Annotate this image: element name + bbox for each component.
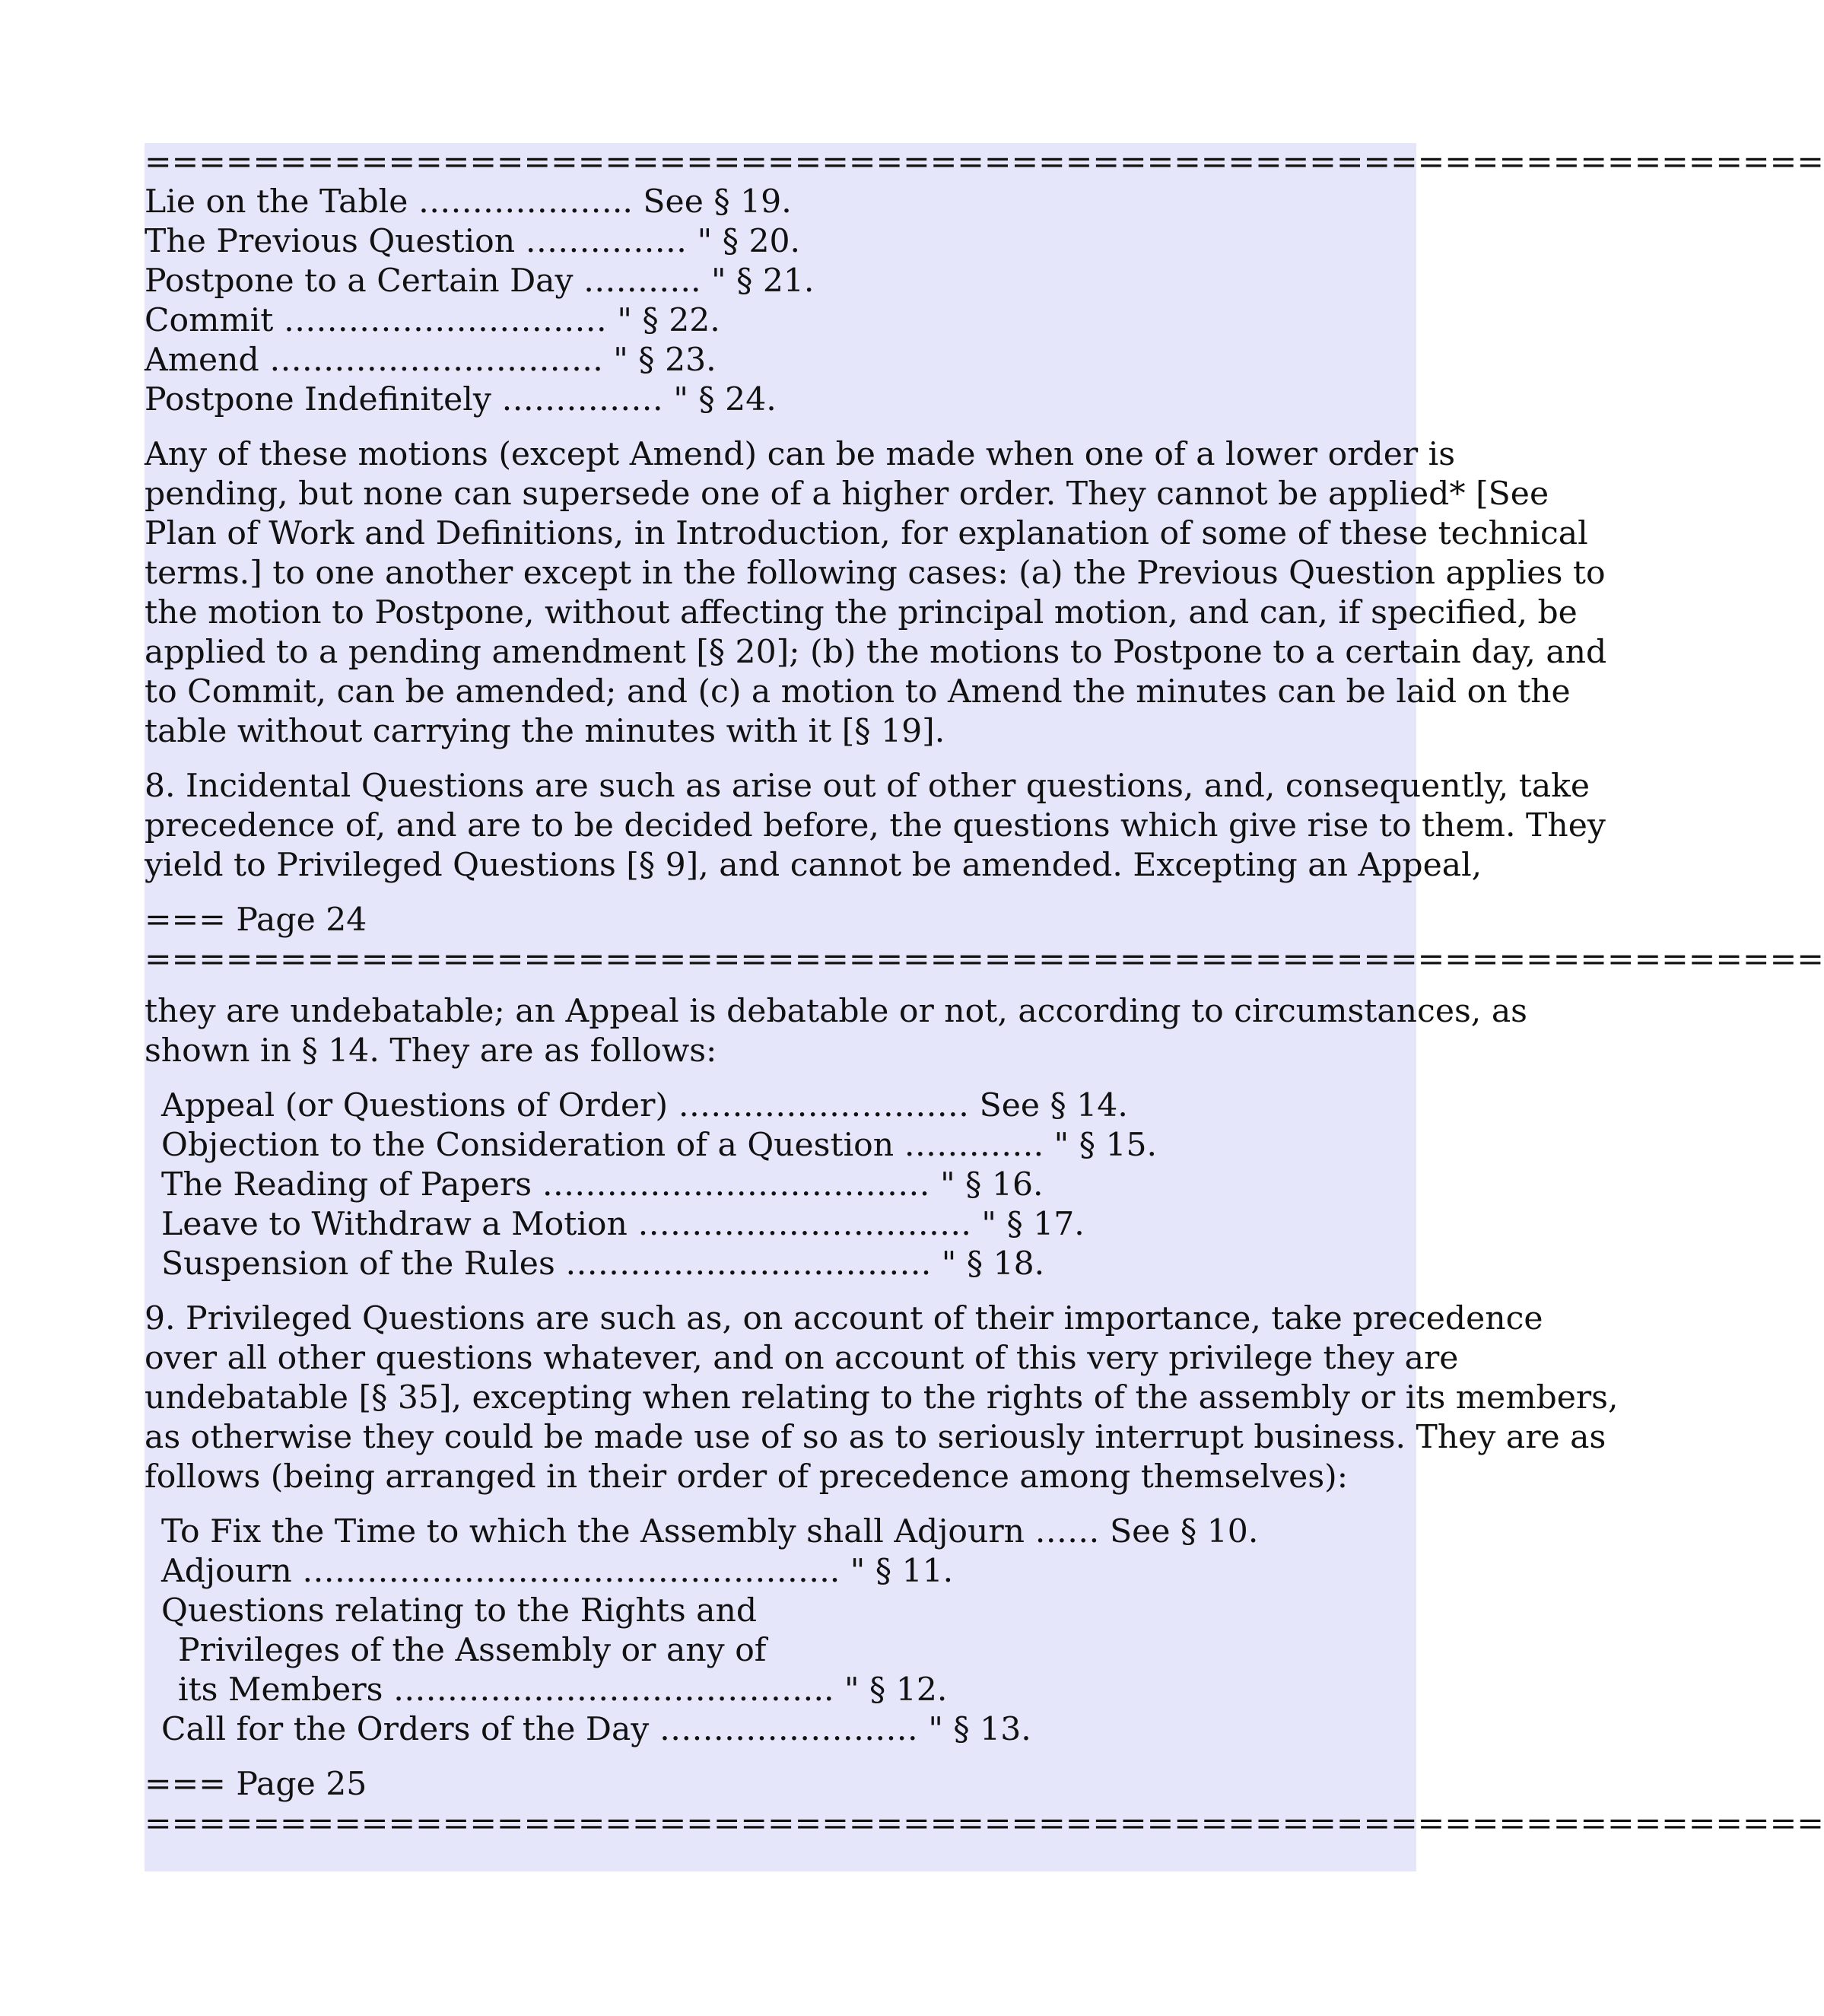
paragraph-line: pending, but none can supersede one of a higher order. They cannot be applied* [See [145,475,1549,513]
incidental-item: The Reading of Papers ……………………………… " § 16. [161,1166,1044,1204]
privileged-item: To Fix the Time to which the Assembly shall Adjourn …… See § 10. [161,1513,1259,1550]
privileged-item: Adjourn ………………………………………….. " § 11. [161,1553,954,1590]
privileged-list [145,1512,1416,1750]
paragraph-line: precedence of, and are to be decided before, the questions which give rise to them. They [145,807,1606,844]
paragraph-line: yield to Privileged Questions [§ 9], and cannot be amended. Excepting an Appeal, [145,847,1482,884]
privileged-item-continuation: its Members ………………………………….. " § 12. [178,1671,948,1709]
incidental-intro-paragraph [145,992,1527,1071]
page-marker: === Page 25 [145,1766,367,1803]
motion-list [145,183,1416,420]
paragraph-line: 9. Privileged Questions are such as, on account of their importance, take precedence [145,1300,1543,1337]
privileged-item: Call for the Orders of the Day …………………… " § 13. [161,1711,1031,1748]
incidental-item: Objection to the Consideration of a Question …………. " § 15. [161,1127,1158,1164]
incidental-item: Suspension of the Rules ……………………………. " § 18. [161,1245,1045,1283]
separator-rule: ============================================================== [145,144,1824,181]
motion-item: Amend …………………………. " § 23. [145,342,717,379]
separator-rule: ============================================================== [145,1805,1824,1843]
paragraph-line: terms.] to one another except in the following cases: (a) the Previous Question applies to [145,555,1606,592]
paragraph-line: the motion to Postpone, without affecting the principal motion, and can, if specified, be [145,594,1578,631]
incidental-item: Leave to Withdraw a Motion …………………………. " § 17. [161,1206,1085,1243]
motion-item: Postpone Indefinitely …………… " § 24. [145,381,777,418]
paragraph-line: follows (being arranged in their order of precedence among themselves): [145,1458,1349,1496]
separator-rule: ============================================================== [145,941,1824,978]
motion-item: Commit ………………………… " § 22. [145,302,720,339]
paragraph-line: Any of these motions (except Amend) can be made when one of a lower order is [145,436,1456,473]
paragraph-line: applied to a pending amendment [§ 20]; (b) the motions to Postpone to a certain day, and [145,634,1607,671]
incidental-list [145,1086,1416,1284]
privileged-questions-paragraph [145,1299,1619,1497]
paragraph-line: table without carrying the minutes with it [§ 19]. [145,713,945,750]
paragraph-line: as otherwise they could be made use of so as to seriously interrupt business. They are as [145,1419,1606,1456]
page-marker: === Page 24 [145,901,367,939]
paragraph-line: to Commit, can be amended; and (c) a motion to Amend the minutes can be laid on the [145,673,1571,711]
motions-paragraph [145,435,1607,752]
paragraph-line: shown in § 14. They are as follows: [145,1032,717,1070]
incidental-questions-paragraph [145,767,1606,886]
paragraph-line: undebatable [§ 35], excepting when relating to the rights of the assembly or its members, [145,1379,1619,1417]
paragraph-line: Plan of Work and Definitions, in Introduction, for explanation of some of these technical [145,515,1588,552]
paragraph-line: 8. Incidental Questions are such as arise out of other questions, and, consequently, take [145,768,1590,805]
incidental-item: Appeal (or Questions of Order) ……………………… See § 14. [161,1087,1128,1124]
paragraph-line: over all other questions whatever, and on account of this very privilege they are [145,1340,1459,1377]
motion-item: Lie on the Table ……………….. See § 19. [145,183,792,221]
motion-item: The Previous Question …………… " § 20. [145,223,801,260]
privileged-item: Questions relating to the Rights and [161,1592,758,1630]
motion-item: Postpone to a Certain Day ……….. " § 21. [145,262,815,300]
paragraph-line: they are undebatable; an Appeal is debatable or not, according to circumstances, as [145,993,1527,1030]
privileged-item-continuation: Privileges of the Assembly or any of [178,1632,767,1669]
document-page [145,143,1824,1871]
